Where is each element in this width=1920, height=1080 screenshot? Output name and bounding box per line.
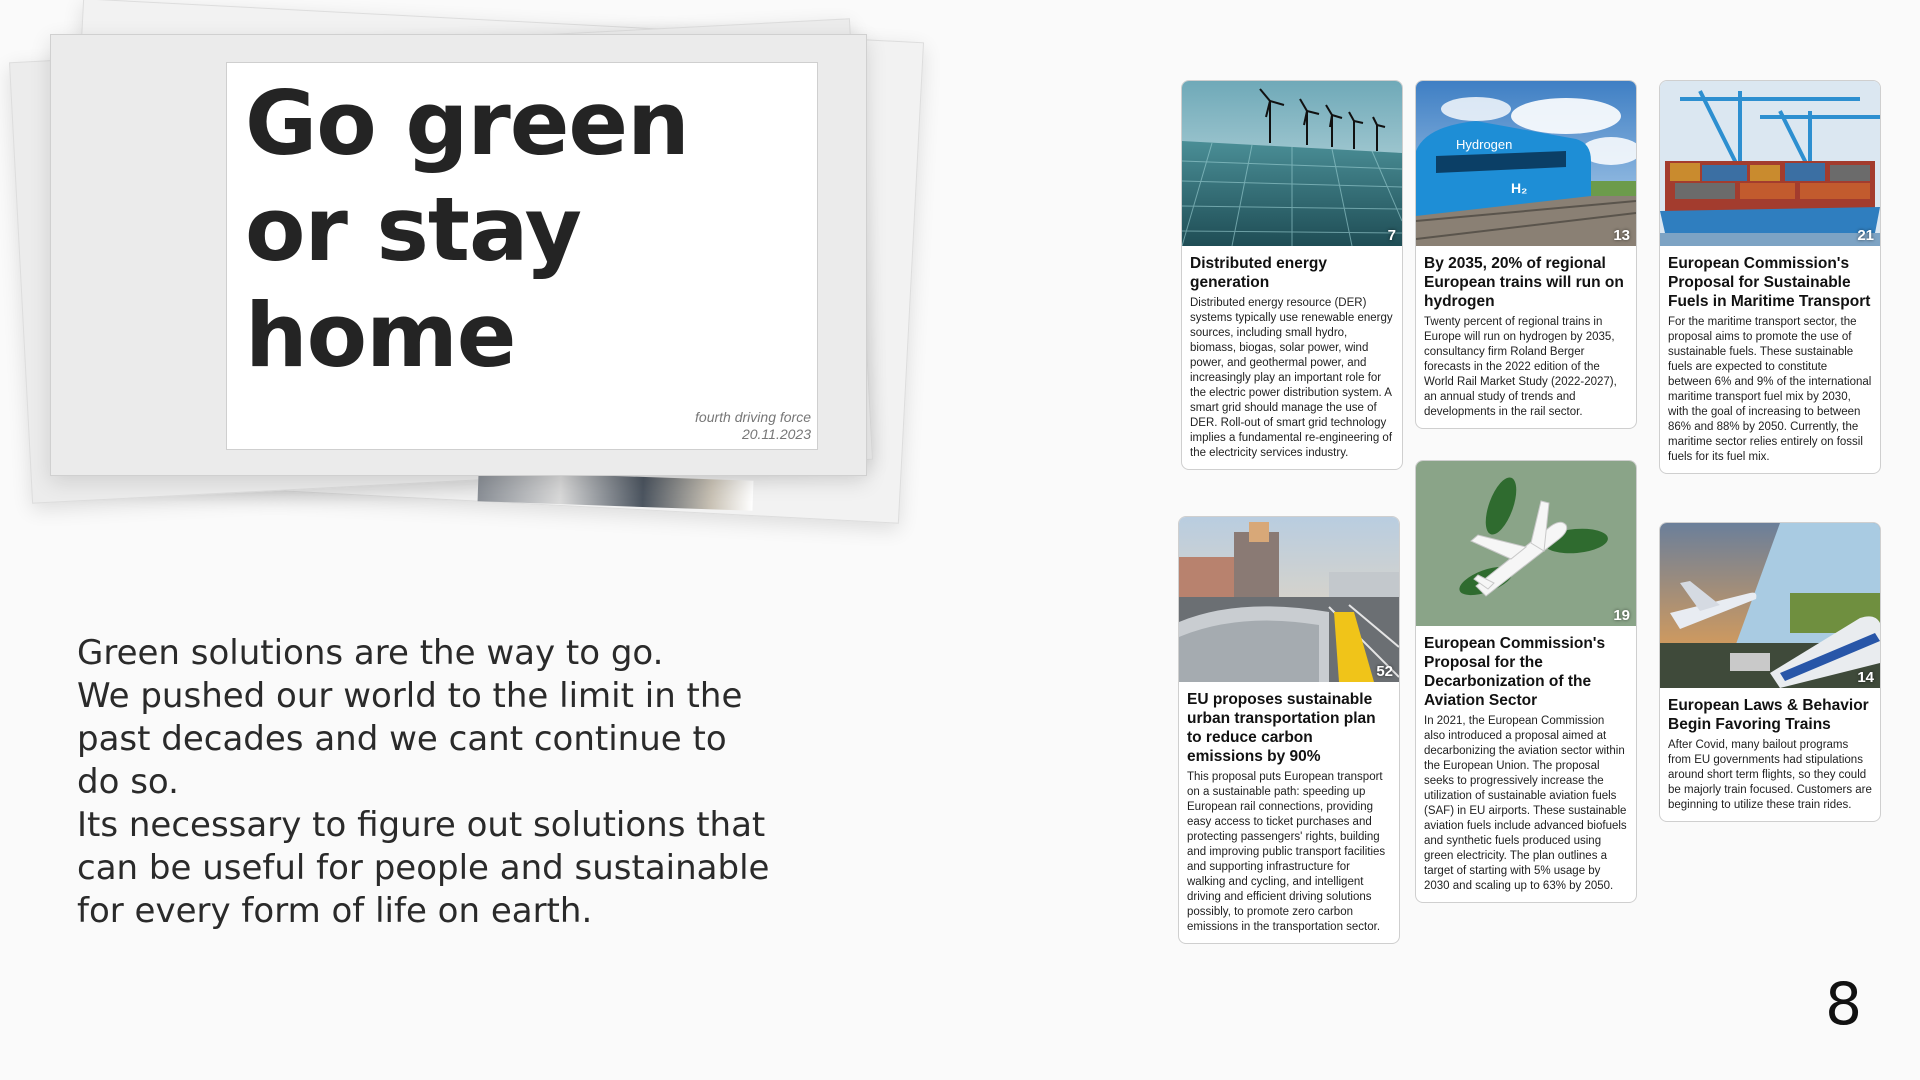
card-text: For the maritime transport sector, the proposal aims to promote the use of sustainable fuels. These sustainable fuels are expected to constitute between 6% and 9% of the international maritime transport fuel mix by 2030, with the goal of increasing to between 86% and 88% by 2050. Currently, the maritime sector relies entirely on fossil fuels for its fuel mix.: [1668, 316, 1872, 463]
card-title[interactable]: By 2035, 20% of regional European trains will run on hydrogen: [1424, 255, 1624, 310]
card-text: After Covid, many bailout programs from EU governments had stipulations around short term flights, so they could be majorly train focused. Customers are beginning to utilize these train rides.: [1668, 739, 1872, 811]
card-number: 21: [1857, 227, 1874, 244]
card-number: 7: [1387, 227, 1396, 244]
body-line: can be useful for people and sustainable: [77, 848, 770, 888]
container-ship-image: [1660, 81, 1880, 246]
news-card-hydrogen: [1415, 80, 1637, 429]
train-livery-text: Hydrogen: [1456, 137, 1513, 152]
card-text: This proposal puts European transport on a sustainable path: speeding up European rail connections, providing easy access to ticket purchases and protecting passengers' rights, building and improving public transport facilities and supporting infrastructure for walking and cycling, and intelligent driving and efficient driving solutions possibly, to promote zero carbon emissions in the transportation sector.: [1187, 771, 1386, 933]
card-number: 13: [1613, 227, 1630, 244]
wind-turbines-image: [1182, 81, 1402, 246]
toy-airplane-image: [1416, 461, 1636, 626]
card-title[interactable]: EU proposes sustainable urban transportation plan to reduce carbon emissions by 90%: [1187, 691, 1376, 765]
news-card-urban-transport: [1178, 516, 1400, 944]
news-card-trains: [1659, 522, 1881, 822]
body-line: past decades and we cant continue to: [77, 719, 727, 759]
card-number: 19: [1613, 607, 1630, 624]
body-line: Its necessary to figure out solutions that: [77, 805, 766, 845]
hydrogen-train-image: [1416, 81, 1636, 246]
card-text: Twenty percent of regional trains in Europe will run on hydrogen by 2035, consultancy firm Roland Berger forecasts in the 2022 edition of the World Rail Market Study (2022-2027), an annual study of trends and developments in the rail sector.: [1424, 316, 1617, 418]
body-line: We pushed our world to the limit in the: [77, 676, 743, 716]
body-line: Green solutions are the way to go.: [77, 633, 664, 673]
airplane-train-image: [1660, 523, 1880, 688]
card-title[interactable]: Distributed energy generation: [1190, 255, 1327, 291]
card-title[interactable]: European Commission's Proposal for Sustainable Fuels in Maritime Transport: [1668, 255, 1871, 310]
train-station-image: [1179, 517, 1399, 682]
card-number: 52: [1376, 663, 1393, 680]
card-number: 14: [1857, 669, 1874, 686]
card-text: In 2021, the European Commission also introduced a proposal aimed at decarbonizing the aviation sector within the European Union. The proposal seeks to progressively increase the utilization of sustainable aviation fuels (SAF) in EU airports. These sustainable aviation fuels include advanced biofuels and synthetic fuels produced using green electricity. The plan outlines a target of starting with 5% usage by 2030 and scaling up to 63% by 2050.: [1424, 715, 1627, 892]
title-slide-stack: [0, 0, 960, 560]
body-line: for every form of life on earth.: [77, 891, 593, 931]
slide-title: [245, 71, 689, 389]
card-title[interactable]: European Laws & Behavior Begin Favoring Trains: [1668, 697, 1869, 733]
news-card-aviation: [1415, 460, 1637, 903]
title-date: 20.11.2023: [741, 426, 811, 442]
body-paragraph: [77, 632, 797, 933]
title-line: or stay: [245, 178, 581, 281]
title-line: home: [245, 284, 516, 387]
title-subtitle: fourth driving force: [695, 409, 811, 425]
title-line: Go green: [245, 72, 689, 175]
news-card-maritime: [1659, 80, 1881, 474]
title-card: [226, 62, 818, 450]
page-number: 8: [1825, 970, 1862, 1038]
svg-text:H₂: H₂: [1511, 180, 1528, 196]
news-card-energy: [1181, 80, 1403, 470]
body-line: do so.: [77, 762, 179, 802]
card-title[interactable]: European Commission's Proposal for the Decarbonization of the Aviation Sector: [1424, 635, 1606, 709]
card-text: Distributed energy resource (DER) systems typically use renewable energy sources, including small hydro, biomass, biogas, solar power, wind power, and geothermal power, and increasingly play an important role for the electric power distribution system. A smart grid should manage the use of DER. Roll-out of smart grid technology implies a fundamental re-engineering of the electricity services industry.: [1190, 297, 1393, 459]
title-meta: [695, 409, 811, 443]
